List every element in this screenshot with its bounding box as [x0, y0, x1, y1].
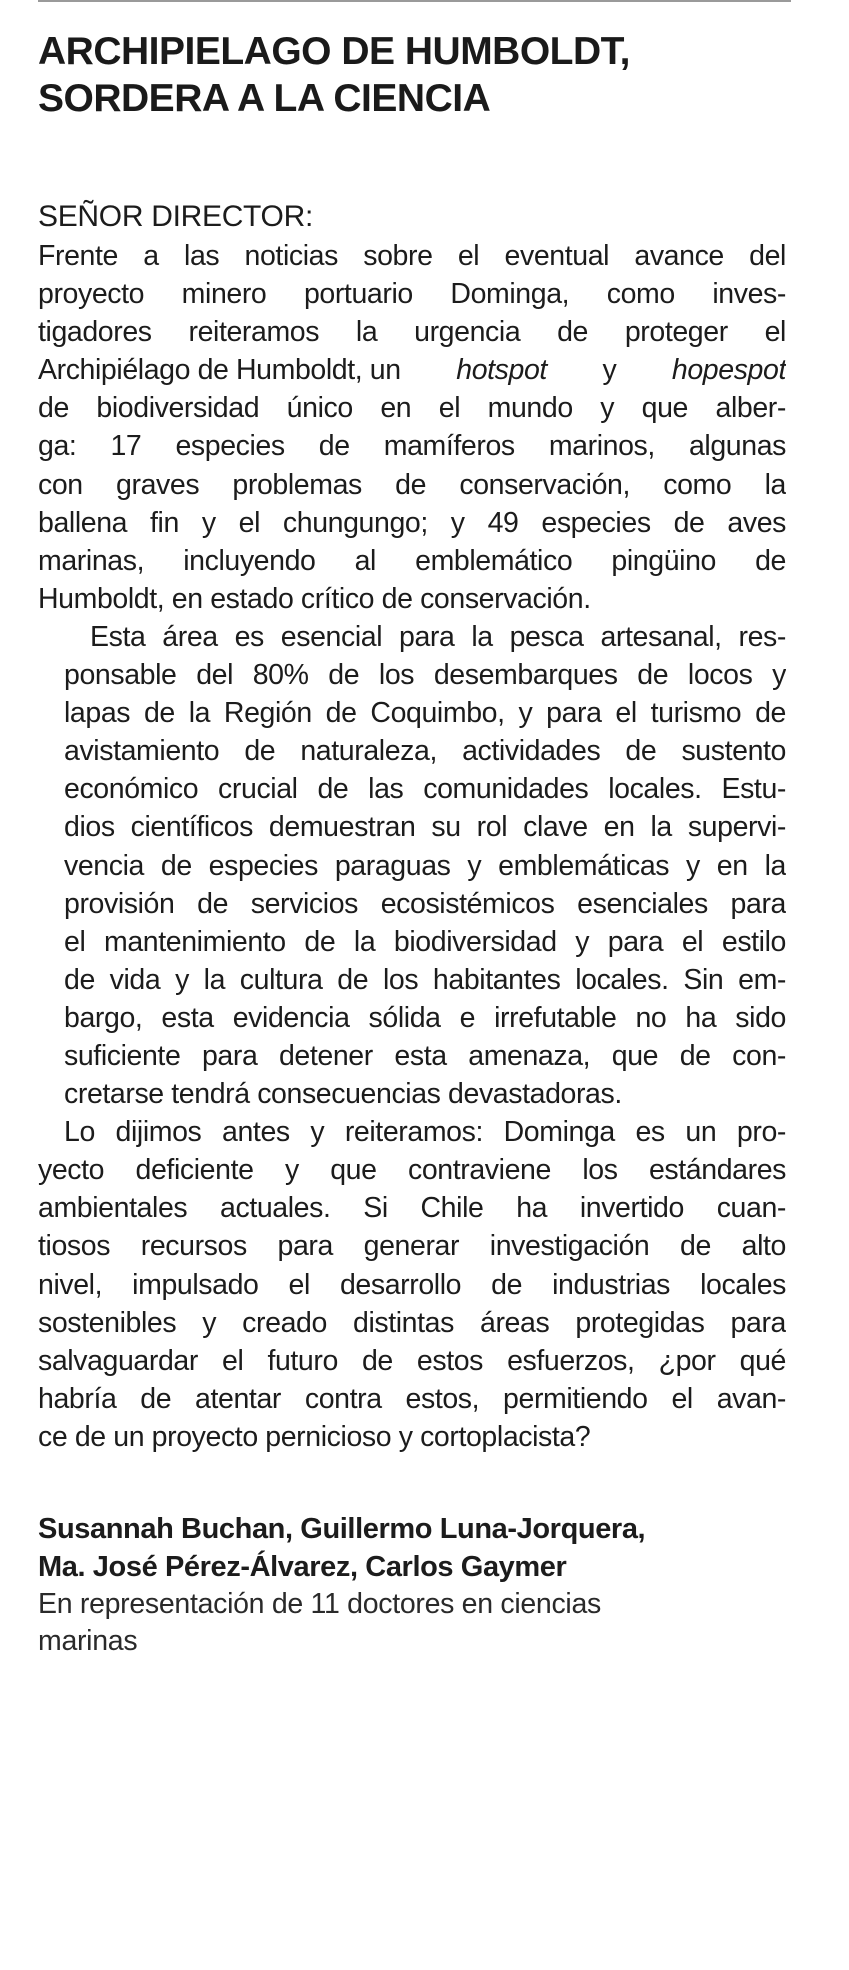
letter-column: [38, 28, 786, 1660]
headline: [38, 28, 786, 122]
body-line: sostenibles y creado distintas áreas protegidas para: [38, 1306, 786, 1339]
authors: [38, 1510, 786, 1586]
body-line: con graves problemas de conservación, como la: [38, 468, 786, 501]
body-line: suficiente para detener esta amenaza, que de con-: [64, 1039, 786, 1072]
headline-line: SORDERA A LA CIENCIA: [38, 77, 491, 120]
body-line: Humboldt, en estado crítico de conservación.: [38, 582, 591, 615]
body-line: yecto deficiente y que contraviene los estándares: [38, 1154, 786, 1187]
body-line: económico crucial de las comunidades locales. Estu-: [64, 773, 786, 806]
headline-line: ARCHIPIELAGO DE HUMBOLDT,: [38, 30, 630, 73]
affiliation-line: En representación de 11 doctores en ciencias: [38, 1588, 601, 1620]
body-line: ponsable del 80% de los desembarques de locos y: [64, 659, 786, 692]
body-line: ga: 17 especies de mamíferos marinos, algunas: [38, 430, 786, 463]
body-line: salvaguardar el futuro de estos esfuerzos, ¿por qué: [38, 1344, 786, 1377]
body-line: de vida y la cultura de los habitantes locales. Sin em-: [64, 963, 786, 996]
body-line: cretarse tendrá consecuencias devastadoras.: [64, 1078, 622, 1111]
paragraph-3: [38, 1113, 786, 1456]
body-line: el mantenimiento de la biodiversidad y para el estilo: [64, 925, 786, 958]
italic-term-hopespot: hopespot: [671, 354, 786, 387]
body-text-segment: y: [602, 354, 617, 387]
salutation: SEÑOR DIRECTOR:: [38, 200, 313, 233]
authors-line: Ma. José Pérez-Álvarez, Carlos Gaymer: [38, 1551, 567, 1583]
body-line: tiosos recursos para generar investigación de alto: [38, 1230, 786, 1263]
body-line: Lo dijimos antes y reiteramos: Dominga es un pro-: [64, 1116, 786, 1149]
letter-body: [38, 237, 786, 1456]
affiliation-line: marinas: [38, 1625, 138, 1657]
body-line: marinas, incluyendo al emblemático pingüino de: [38, 544, 786, 577]
body-line: vencia de especies paraguas y emblemáticas y en la: [64, 849, 786, 882]
authors-line: Susannah Buchan, Guillermo Luna-Jorquera,: [38, 1513, 646, 1545]
body-line: bargo, esta evidencia sólida e irrefutable no ha sido: [64, 1001, 786, 1034]
body-line-mixed: [38, 351, 786, 389]
body-line: ce de un proyecto pernicioso y cortoplacista?: [38, 1420, 591, 1453]
signature-block: [38, 1510, 786, 1660]
body-line: proyecto minero portuario Dominga, como inves-: [38, 278, 786, 311]
body-line: tigadores reiteramos la urgencia de proteger el: [38, 316, 786, 349]
body-text-segment: Archipiélago de Humboldt, un: [38, 354, 401, 387]
body-line: lapas de la Región de Coquimbo, y para el turismo de: [64, 697, 786, 730]
top-rule: [38, 0, 791, 2]
body-line: provisión de servicios ecosistémicos esenciales para: [64, 887, 786, 920]
paragraph-1: [38, 237, 786, 618]
body-line: de biodiversidad único en el mundo y que alber-: [38, 392, 786, 425]
body-line: Frente a las noticias sobre el eventual avance del: [38, 240, 786, 272]
paragraph-2: [38, 618, 786, 1113]
body-line: habría de atentar contra estos, permitiendo el avan-: [38, 1382, 786, 1415]
body-line: Esta área es esencial para la pesca artesanal, res-: [90, 620, 786, 653]
italic-term-hotspot: hotspot: [456, 354, 547, 387]
body-line: ballena fin y el chungungo; y 49 especies de aves: [38, 506, 786, 539]
affiliation: [38, 1586, 786, 1660]
body-line: dios científicos demuestran su rol clave en la supervi-: [64, 811, 786, 844]
body-line: avistamiento de naturaleza, actividades de sustento: [64, 735, 786, 768]
body-line: nivel, impulsado el desarrollo de industrias locales: [38, 1268, 786, 1301]
body-line: ambientales actuales. Si Chile ha invertido cuan-: [38, 1192, 786, 1225]
